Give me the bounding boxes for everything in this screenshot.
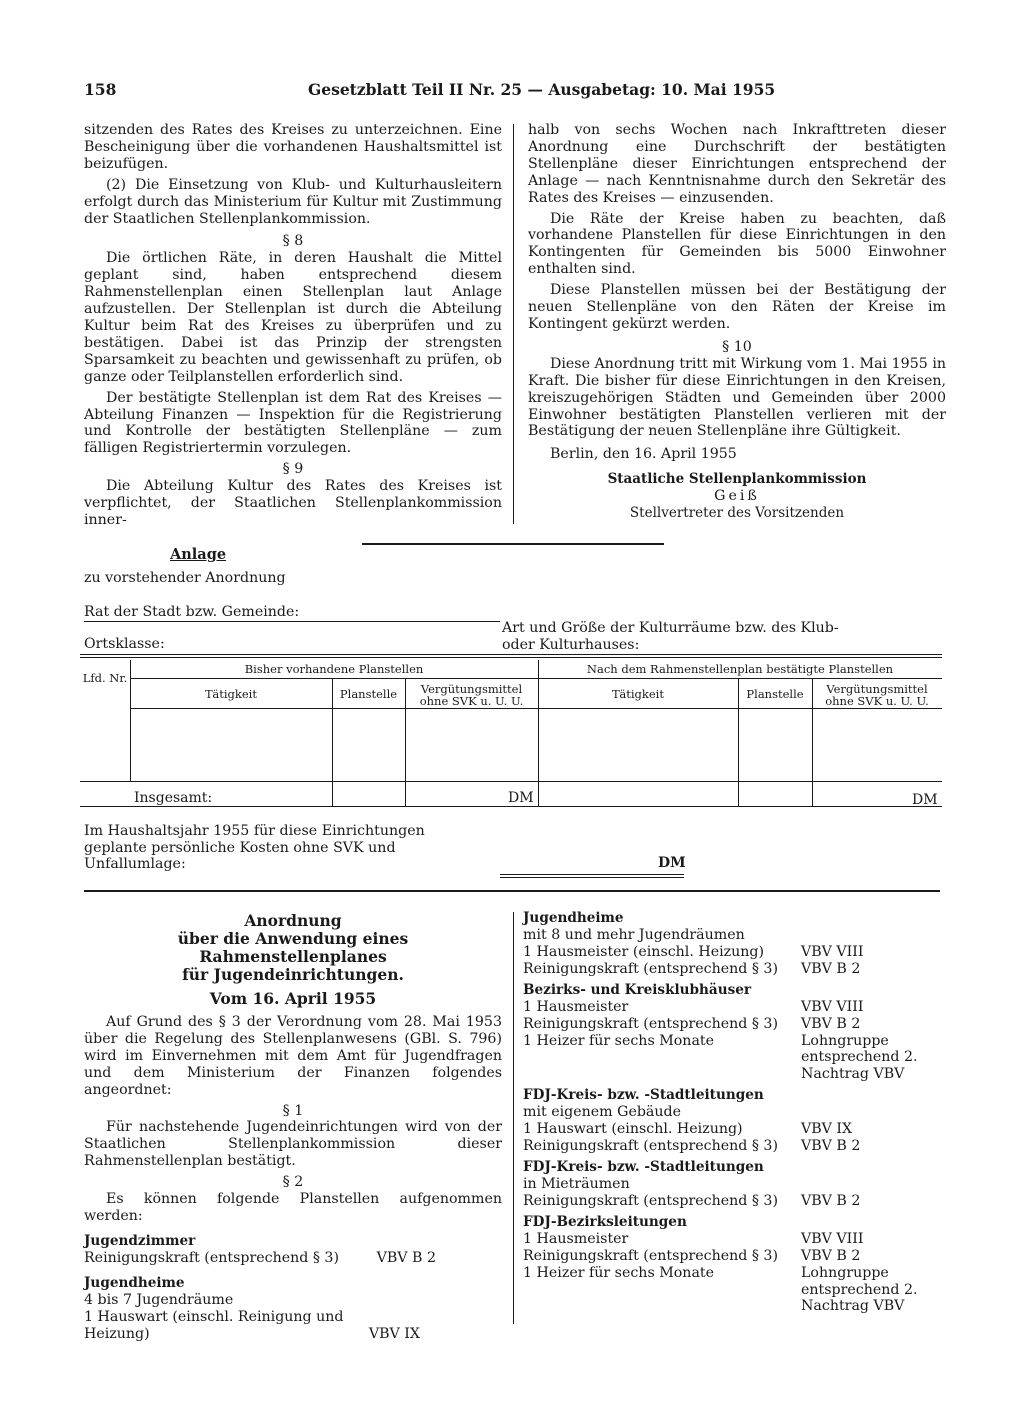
form-line	[500, 874, 684, 875]
item-label: Reinigungskraft (entsprechend § 3)	[523, 1192, 778, 1209]
insgesamt-label: Insgesamt:	[134, 790, 213, 806]
paragraph: Diese Planstellen müssen bei der Bestätigung der neuen Stellenpläne von den Räten der Kreise im Kontingent gekürzt werden.	[528, 282, 946, 332]
paragraph: halb von sechs Wochen nach Inkrafttreten dieser Anordnung eine Durchschrift der bestätigten Stellenpläne dieser Einrichtungen entsprechend der Anlage — nach Kenntnisnahme durch den Sekretär des Rates des Kreises — einzusenden.	[528, 122, 946, 206]
right-column	[528, 122, 946, 522]
ortsklasse-label: Ortsklasse:	[84, 636, 165, 652]
item-label: 1 Hausmeister	[523, 1230, 629, 1247]
col-taetigkeit-2: Tätigkeit	[612, 687, 664, 701]
item-value: Lohngruppe entsprechend 2. Nachtrag VBV	[801, 1264, 918, 1315]
item-label: 1 Hausmeister (einschl. Heizung)	[523, 943, 765, 960]
paragraph: Die Abteilung Kultur des Rates des Kreises ist verpflichtet, der Staatlichen Stellenplankommission inner-	[84, 478, 502, 528]
item-value: VBV IX	[368, 1325, 420, 1342]
subheading-detail: 4 bis 7 Jugendräume	[84, 1291, 234, 1308]
paragraph: Für nachstehende Jugendeinrichtungen wird von der Staatlichen Stellenplankommission dieser Rahmenstellenplan bestätigt.	[84, 1119, 502, 1170]
haushalt-text: Im Haushaltsjahr 1955 für diese Einrichtungen geplante persönliche Kosten ohne SVK und Unfallumlage:	[84, 823, 425, 872]
separator-rule	[362, 543, 664, 545]
paragraph: Es können folgende Planstellen aufgenommen werden:	[84, 1191, 502, 1224]
column-divider	[513, 912, 514, 1324]
paragraph: Diese Anordnung tritt mit Wirkung vom 1. Mai 1955 in Kraft. Die bisher für diese Einrichtungen in den Kreisen, kreiszugehörigen Städten und Gemeinden über 2000 Einwohner bestätigten Planstellen verlieren mit der Bestätigung der neuen Stellenpläne ihre Gültigkeit.	[528, 355, 946, 440]
col-verguetung-2: Vergütungsmittel ohne SVK u. U. U.	[825, 682, 929, 708]
item-value: VBV B 2	[801, 1247, 861, 1264]
section-heading: § 2	[282, 1174, 304, 1191]
item-value: VBV VIII	[801, 1230, 864, 1247]
total-dm-2: DM	[912, 792, 938, 808]
col-lfd-nr: Lfd. Nr.	[82, 671, 128, 685]
section-heading: § 1	[282, 1102, 304, 1119]
planstellen-table	[80, 654, 942, 810]
paragraph: (2) Die Einsetzung von Klub- und Kulturhausleitern erfolgt durch das Ministerium für Kultur mit Zustimmung der Staatlichen Stellenplankommission.	[84, 176, 502, 227]
list-item	[523, 1138, 943, 1155]
list-item	[84, 1250, 436, 1267]
list-item	[523, 1248, 943, 1265]
subheading: Jugendzimmer	[84, 1232, 196, 1249]
signature-role: Stellvertreter des Vorsitzenden	[629, 505, 845, 522]
item-label: 1 Hausmeister	[523, 998, 629, 1015]
col-verguetung: Vergütungsmittel ohne SVK u. U. U.	[419, 682, 524, 708]
item-label: Reinigungskraft (entsprechend § 3)	[523, 960, 778, 977]
form-line	[500, 877, 684, 878]
item-label: Reinigungskraft (entsprechend § 3)	[523, 1247, 778, 1264]
list-item	[523, 1193, 943, 1210]
item-value: VBV B 2	[801, 1192, 861, 1209]
left-column	[84, 122, 502, 529]
group-header-bisher: Bisher vorhandene Planstellen	[244, 662, 424, 676]
col-planstelle: Planstelle	[339, 687, 398, 701]
col-taetigkeit: Tätigkeit	[205, 687, 257, 701]
subheading: Jugendheime	[523, 910, 624, 926]
page-number: 158	[84, 80, 117, 99]
section-heading: § 8	[282, 233, 304, 250]
haushalt-dm: DM	[658, 855, 686, 871]
signature-org: Staatliche Stellenplankommission	[607, 471, 867, 488]
subheading: Bezirks- und Kreisklubhäuser	[523, 981, 752, 998]
item-label: Reinigungskraft (entsprechend § 3)	[84, 1249, 339, 1266]
anlage-subtitle: zu vorstehender Anordnung	[84, 570, 286, 586]
item-value: VBV VIII	[801, 998, 864, 1015]
subheading: FDJ-Kreis- bzw. -Stadtleitungen	[523, 1158, 764, 1175]
subheading: Jugendheime	[84, 1274, 185, 1291]
subheading-detail: mit 8 und mehr Jugendräumen	[523, 927, 745, 943]
separator-rule	[84, 890, 940, 892]
item-value: VBV VIII	[801, 943, 864, 960]
item-value: Lohngruppe entsprechend 2. Nachtrag VBV	[801, 1032, 918, 1083]
paragraph: Auf Grund des § 3 der Verordnung vom 28. Mai 1953 über die Regelung des Stellenplanwesens (GBl. S. 796) wird im Einvernehmen mit dem Amt für Jugendfragen und dem Ministerium der Finanzen folgendes angeordnet:	[84, 1014, 502, 1098]
list-item	[523, 1121, 943, 1138]
item-value: VBV B 2	[801, 960, 861, 977]
list-item	[523, 999, 943, 1016]
item-label: Reinigungskraft (entsprechend § 3)	[523, 1138, 778, 1155]
anordnung-title: Anordnung	[244, 911, 342, 930]
list-item	[523, 1016, 943, 1033]
item-value: VBV B 2	[801, 1015, 861, 1032]
paragraph: sitzenden des Rates des Kreises zu unterzeichnen. Eine Bescheinigung über die vorhandenen Haushaltsmittel ist beizufügen.	[84, 122, 502, 172]
subheading: FDJ-Kreis- bzw. -Stadtleitungen	[523, 1087, 764, 1104]
item-label: 1 Heizer für sechs Monate	[523, 1032, 714, 1049]
list-item	[84, 1309, 502, 1343]
planstellen-list	[523, 910, 943, 1315]
art-label: Art und Größe der Kulturräume bzw. des Klub- oder Kulturhauses:	[502, 620, 839, 653]
list-item	[523, 1231, 943, 1248]
page-header-title: Gesetzblatt Teil II Nr. 25 — Ausgabetag: 10. Mai 1955	[308, 80, 776, 99]
list-item	[523, 961, 943, 978]
subheading: FDJ-Bezirksleitungen	[523, 1213, 687, 1230]
item-label: 1 Heizer für sechs Monate	[523, 1264, 714, 1281]
paragraph: Die örtlichen Räte, in deren Haushalt die Mittel geplant sind, haben entsprechend diesem Rahmenstellenplan einen Stellenplan laut Anlage aufzustellen. Der Stellenplan ist durch die Abteilung Kultur beim Rat des Kreises zu überprüfen und zu bestätigen. Dabei ist das Prinzip der strengsten Sparsamkeit zu beachten und gewissenhaft zu prüfen, ob ganze oder Teilplanstellen erforderlich sind.	[84, 250, 502, 385]
anordnung-title-3: für Jugendeinrichtungen.	[182, 965, 404, 984]
item-value: VBV B 2	[801, 1138, 861, 1155]
signature-date: Berlin, den 16. April 1955	[550, 446, 737, 463]
item-label: 1 Hauswart (einschl. Reinigung und Heizung)	[84, 1308, 344, 1342]
subheading-detail: in Mieträumen	[523, 1175, 630, 1192]
anlage-title: Anlage	[170, 546, 227, 563]
list-item	[523, 1033, 943, 1084]
rat-label: Rat der Stadt bzw. Gemeinde:	[84, 604, 300, 620]
item-label: Reinigungskraft (entsprechend § 3)	[523, 1015, 778, 1032]
subheading-detail: mit eigenem Gebäude	[523, 1104, 681, 1121]
item-label: 1 Hauswart (einschl. Heizung)	[523, 1121, 743, 1138]
list-item	[523, 944, 943, 961]
anordnung-title-2: über die Anwendung eines Rahmenstellenplanes	[177, 929, 409, 966]
anordnung-column	[84, 912, 502, 1343]
paragraph: Der bestätigte Stellenplan ist dem Rat des Kreises — Abteilung Finanzen — Inspektion für die Registrierung und Kontrolle der bestätigten Stellenpläne — zum fälligen Registriertermin vorzulegen.	[84, 389, 502, 457]
section-heading: § 9	[282, 461, 304, 478]
list-item	[523, 1265, 943, 1316]
section-heading: § 10	[722, 338, 752, 355]
signature-name: Geiß	[714, 488, 760, 505]
total-dm-1: DM	[508, 790, 534, 806]
item-value: VBV IX	[801, 1121, 853, 1138]
form-line	[84, 621, 500, 622]
column-divider	[513, 124, 514, 524]
item-value: VBV B 2	[376, 1249, 436, 1266]
group-header-bestaetigt: Nach dem Rahmenstellenplan bestätigte Planstellen	[586, 662, 894, 676]
anordnung-date: Vom 16. April 1955	[209, 989, 377, 1008]
paragraph: Die Räte der Kreise haben zu beachten, daß vorhandene Planstellen für diese Einrichtungen in den Kontingenten für Gemeinden bis 5000 Einwohner enthalten sind.	[528, 210, 946, 278]
col-planstelle-2: Planstelle	[746, 687, 804, 701]
